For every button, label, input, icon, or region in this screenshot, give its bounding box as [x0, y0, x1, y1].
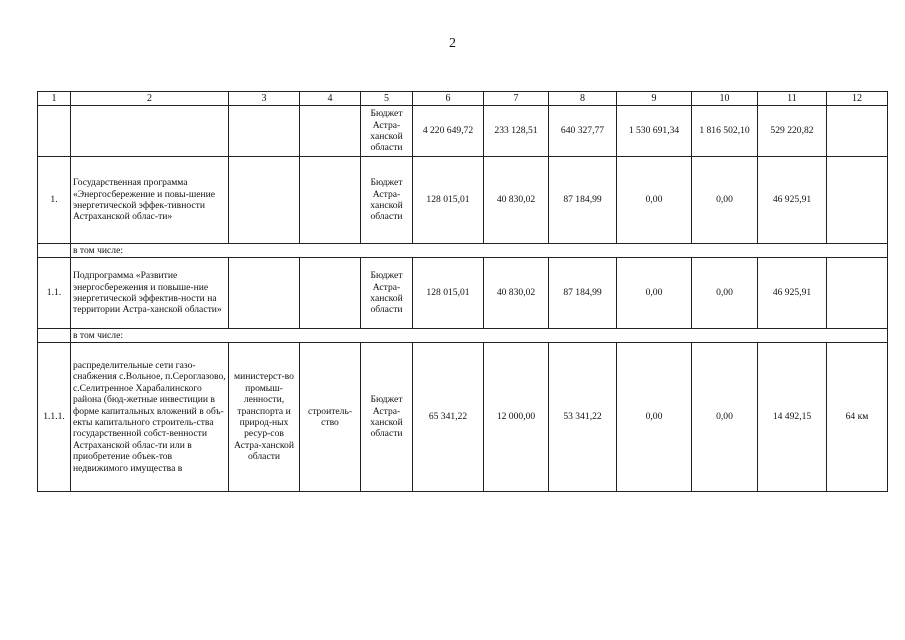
row-number-cell [38, 329, 71, 343]
table-row-subprogram [38, 258, 888, 329]
column-header: 1 [38, 92, 71, 106]
type-cell: строитель-ство [300, 343, 361, 492]
value-cell: 0,00 [617, 258, 692, 329]
value-cell: 65 341,22 [413, 343, 484, 492]
value-cell: 12 000,00 [484, 343, 549, 492]
column-header: 6 [413, 92, 484, 106]
including-label: в том числе: [71, 329, 888, 343]
row-number-cell: 1.1.1. [38, 343, 71, 492]
row-name-cell: Подпрограмма «Развитие энергосбережения и повыше-ние энергетической эффектив-ности на территории Астра-ханской области» [71, 258, 229, 329]
value-cell: 640 327,77 [549, 106, 617, 157]
row-number-cell [38, 244, 71, 258]
row-name-cell: Государственная программа «Энергосбережение и повы-шение энергетической эффек-тивности Астраханской облас-ти» [71, 157, 229, 244]
table-row-including [38, 244, 888, 258]
column-header-row [38, 92, 888, 106]
column-header: 9 [617, 92, 692, 106]
including-label: в том числе: [71, 244, 888, 258]
value-cell: 0,00 [692, 343, 758, 492]
value-cell: 128 015,01 [413, 258, 484, 329]
type-cell [300, 258, 361, 329]
value-cell: 87 184,99 [549, 258, 617, 329]
row-name-cell: распределительные сети газо-снабжения с.Вольное, п.Сероглазово, с.Селитренное Харабалинского района (бюд-жетные инвестиции в форме капитальных вложений в объ-екты капитального строитель-ства государственной собст-венности Астраханской облас-ти или в приобретение объек-тов недвижимого имущества в [71, 343, 229, 492]
row-number-cell [38, 106, 71, 157]
value-cell: 0,00 [692, 258, 758, 329]
table-row-program [38, 157, 888, 244]
row-number-cell: 1. [38, 157, 71, 244]
table-row-including [38, 329, 888, 343]
budget-source-cell: Бюджет Астра-ханской области [361, 157, 413, 244]
value-cell: 4 220 649,72 [413, 106, 484, 157]
type-cell [300, 157, 361, 244]
value-cell: 0,00 [617, 157, 692, 244]
value-cell: 53 341,22 [549, 343, 617, 492]
value-cell: 0,00 [692, 157, 758, 244]
value-cell: 0,00 [617, 343, 692, 492]
column-header: 8 [549, 92, 617, 106]
value-cell: 46 925,91 [758, 157, 827, 244]
column-header: 11 [758, 92, 827, 106]
value-cell: 233 128,51 [484, 106, 549, 157]
row-number-cell: 1.1. [38, 258, 71, 329]
value-cell: 529 220,82 [758, 106, 827, 157]
value-cell: 128 015,01 [413, 157, 484, 244]
column-header: 7 [484, 92, 549, 106]
value-cell: 40 830,02 [484, 258, 549, 329]
value-cell: 46 925,91 [758, 258, 827, 329]
column-header: 10 [692, 92, 758, 106]
page-number: 2 [449, 36, 456, 51]
budget-table [37, 91, 888, 492]
value-cell: 1 530 691,34 [617, 106, 692, 157]
budget-source-cell: Бюджет Астра-ханской области [361, 343, 413, 492]
capacity-cell [827, 258, 888, 329]
value-cell: 87 184,99 [549, 157, 617, 244]
column-header: 5 [361, 92, 413, 106]
ministry-cell [229, 106, 300, 157]
value-cell: 14 492,15 [758, 343, 827, 492]
table-row-item [38, 343, 888, 492]
value-cell: 1 816 502,10 [692, 106, 758, 157]
column-header: 2 [71, 92, 229, 106]
capacity-cell [827, 106, 888, 157]
column-header: 12 [827, 92, 888, 106]
ministry-cell: министерст-во промыш-ленности, транспорта и природ-ных ресур-сов Астра-ханской области [229, 343, 300, 492]
ministry-cell [229, 258, 300, 329]
row-name-cell [71, 106, 229, 157]
table-row-total [38, 106, 888, 157]
ministry-cell [229, 157, 300, 244]
capacity-cell: 64 км [827, 343, 888, 492]
type-cell [300, 106, 361, 157]
value-cell: 40 830,02 [484, 157, 549, 244]
column-header: 4 [300, 92, 361, 106]
column-header: 3 [229, 92, 300, 106]
budget-source-cell: Бюджет Астра-ханской области [361, 106, 413, 157]
capacity-cell [827, 157, 888, 244]
budget-source-cell: Бюджет Астра-ханской области [361, 258, 413, 329]
